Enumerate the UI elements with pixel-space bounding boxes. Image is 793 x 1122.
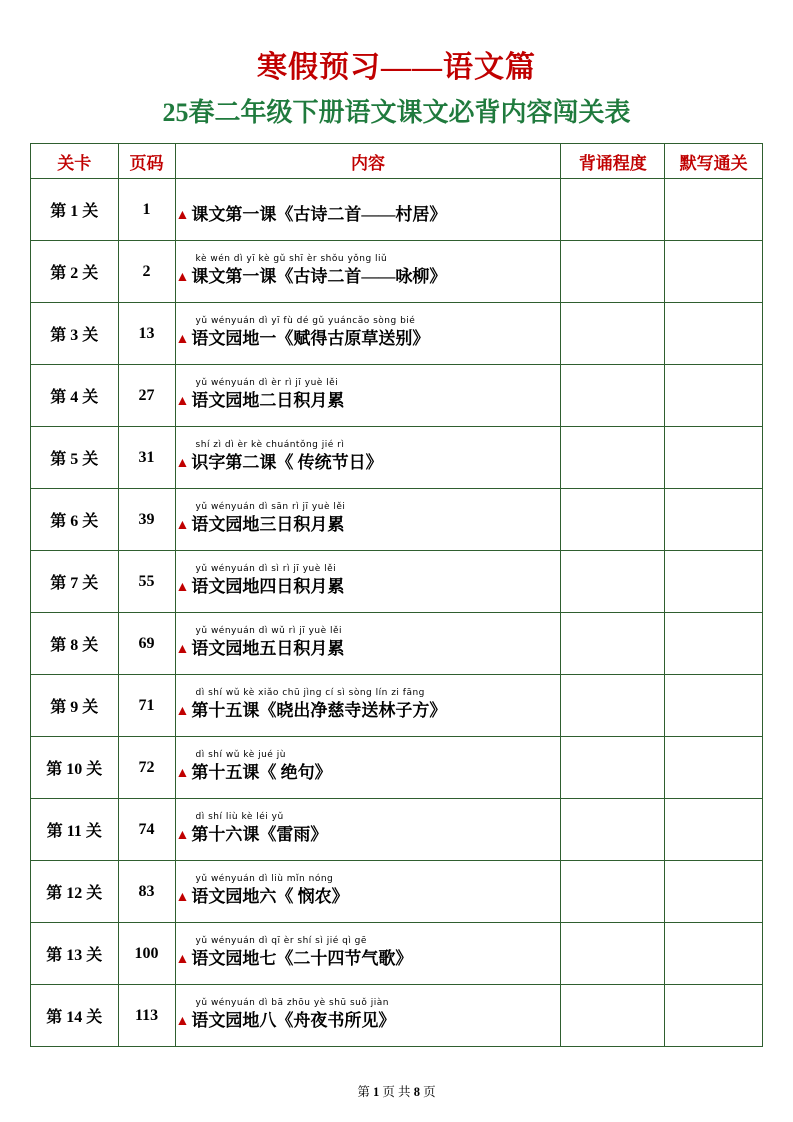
cell-level: 第 2 关 [31,241,119,303]
triangle-bullet-icon: ▲ [175,456,190,471]
cell-recite-degree[interactable] [561,923,665,985]
cell-level: 第 13 关 [31,923,119,985]
cell-level: 第 10 关 [31,737,119,799]
cell-page-number: 1 [118,179,175,241]
triangle-bullet-icon: ▲ [175,642,190,657]
content-text: 语文园地二日积月累 [191,391,345,410]
content-text: 语文园地四日积月累 [191,577,345,596]
cell-content [175,861,561,923]
pinyin-line: yǔ wényuán dì liù mǐn nóng [195,874,334,884]
content-text: 语文园地八《舟夜书所见》 [191,1011,396,1030]
triangle-bullet-icon: ▲ [175,270,190,285]
triangle-bullet-icon: ▲ [175,332,190,347]
footer-prefix: 第 [357,1085,370,1099]
table-row [31,489,763,551]
column-header-dictation: 默写通关 [665,144,763,179]
triangle-bullet-icon: ▲ [175,394,190,409]
cell-level: 第 7 关 [31,551,119,613]
cell-page-number: 39 [118,489,175,551]
cell-recite-degree[interactable] [561,489,665,551]
pinyin-line: yǔ wényuán dì sān rì jī yuè lěi [195,502,346,512]
content-line [176,886,561,910]
content-line [176,576,561,600]
table-row [31,241,763,303]
cell-page-number: 27 [118,365,175,427]
cell-page-number: 31 [118,427,175,489]
cell-content [175,241,561,303]
triangle-bullet-icon: ▲ [175,828,190,843]
cell-page-number: 72 [118,737,175,799]
content-line [176,948,561,972]
cell-page-number: 71 [118,675,175,737]
cell-content [175,737,561,799]
table-row [31,179,763,241]
footer-total-pages: 8 [413,1085,420,1099]
content-text: 课文第一课《古诗二首——村居》 [191,205,447,224]
content-text: 第十五课《晓出净慈寺送林子方》 [191,701,447,720]
content-text: 识字第二课《 传统节日》 [191,453,383,472]
cell-dictation-pass[interactable] [665,613,763,675]
table-row [31,923,763,985]
cell-level: 第 9 关 [31,675,119,737]
cell-dictation-pass[interactable] [665,861,763,923]
cell-recite-degree[interactable] [561,737,665,799]
triangle-bullet-icon: ▲ [175,1014,190,1029]
cell-recite-degree[interactable] [561,985,665,1047]
cell-content [175,303,561,365]
cell-dictation-pass[interactable] [665,923,763,985]
pinyin-line: yǔ wényuán dì wǔ rì jī yuè lěi [195,626,343,636]
triangle-bullet-icon: ▲ [175,580,190,595]
page-title: 寒假预习——语文篇 [257,51,536,84]
table-row [31,737,763,799]
content-text: 第十六课《雷雨》 [191,825,328,844]
cell-level: 第 11 关 [31,799,119,861]
content-line [176,390,561,414]
triangle-bullet-icon: ▲ [175,766,190,781]
pinyin-line: dì shí liù kè léi yǔ [195,812,284,822]
triangle-bullet-icon: ▲ [175,518,190,533]
column-header-degree: 背诵程度 [561,144,665,179]
cell-recite-degree[interactable] [561,179,665,241]
cell-content [175,613,561,675]
table-row [31,427,763,489]
cell-dictation-pass[interactable] [665,489,763,551]
triangle-bullet-icon: ▲ [175,952,190,967]
cell-recite-degree[interactable] [561,427,665,489]
cell-content [175,489,561,551]
cell-content [175,985,561,1047]
cell-content [175,551,561,613]
page-subtitle: 25春二年级下册语文课文必背内容闯关表 [162,98,631,127]
pinyin-line: yǔ wényuán dì bā zhōu yè shū suǒ jiàn [195,998,389,1008]
cell-recite-degree[interactable] [561,675,665,737]
content-text: 语文园地六《 悯农》 [191,887,349,906]
cell-content [175,427,561,489]
page-footer [0,1082,793,1100]
content-line [176,266,561,290]
cell-dictation-pass[interactable] [665,985,763,1047]
cell-level: 第 3 关 [31,303,119,365]
content-line [176,328,561,352]
cell-content [175,365,561,427]
pinyin-line: yǔ wényuán dì sì rì jī yuè lěi [195,564,337,574]
cell-content [175,179,561,241]
checklist-table [30,143,763,1047]
table-row [31,799,763,861]
triangle-bullet-icon: ▲ [175,208,190,223]
content-line [176,762,561,786]
table-row [31,365,763,427]
column-header-content: 内容 [175,144,561,179]
footer-middle: 页 共 [382,1085,411,1099]
cell-content [175,675,561,737]
table-header-row [31,144,763,179]
content-text: 语文园地三日积月累 [191,515,345,534]
content-line [176,204,561,228]
cell-dictation-pass[interactable] [665,303,763,365]
cell-dictation-pass[interactable] [665,241,763,303]
cell-page-number: 74 [118,799,175,861]
cell-page-number: 13 [118,303,175,365]
content-line [176,452,561,476]
content-text: 语文园地七《二十四节气歌》 [191,949,413,968]
cell-level: 第 6 关 [31,489,119,551]
pinyin-line: kè wén dì yī kè gǔ shī èr shǒu yǒng liǔ [195,254,388,264]
content-line [176,638,561,662]
cell-recite-degree[interactable] [561,613,665,675]
pinyin-line: shí zì dì èr kè chuántǒng jié rì [195,440,345,450]
content-line [176,1010,561,1034]
cell-level: 第 4 关 [31,365,119,427]
triangle-bullet-icon: ▲ [175,704,190,719]
cell-recite-degree[interactable] [561,303,665,365]
cell-dictation-pass[interactable] [665,427,763,489]
cell-level: 第 1 关 [31,179,119,241]
content-text: 课文第一课《古诗二首——咏柳》 [191,267,447,286]
cell-level: 第 14 关 [31,985,119,1047]
cell-dictation-pass[interactable] [665,365,763,427]
pinyin-line: yǔ wényuán dì èr rì jī yuè lěi [195,378,339,388]
cell-content [175,799,561,861]
table-row [31,985,763,1047]
table-row [31,551,763,613]
cell-level: 第 8 关 [31,613,119,675]
pinyin-line [176,191,561,204]
pinyin-line: yǔ wényuán dì yī fù dé gǔ yuáncǎo sòng bié [195,316,416,326]
pinyin-line: dì shí wǔ kè xiǎo chū jìng cí sì sòng lín zi fāng [195,688,425,698]
footer-current-page: 1 [373,1085,380,1099]
cell-recite-degree[interactable] [561,551,665,613]
pinyin-line: yǔ wényuán dì qī èr shí sì jié qì gē [195,936,367,946]
content-text: 语文园地一《赋得古原草送别》 [191,329,430,348]
column-header-page: 页码 [118,144,175,179]
cell-page-number: 55 [118,551,175,613]
content-text: 第十五课《 绝句》 [191,763,332,782]
footer-suffix: 页 [423,1085,436,1099]
content-text: 语文园地五日积月累 [191,639,345,658]
cell-recite-degree[interactable] [561,241,665,303]
pinyin-line: dì shí wǔ kè jué jù [195,750,286,760]
cell-recite-degree[interactable] [561,799,665,861]
cell-page-number: 69 [118,613,175,675]
content-line [176,824,561,848]
cell-dictation-pass[interactable] [665,551,763,613]
cell-dictation-pass[interactable] [665,179,763,241]
cell-page-number: 113 [118,985,175,1047]
table-body [31,179,763,1047]
table-row [31,613,763,675]
cell-recite-degree[interactable] [561,365,665,427]
cell-content [175,923,561,985]
triangle-bullet-icon: ▲ [175,890,190,905]
table-row [31,861,763,923]
content-line [176,700,561,724]
column-header-level: 关卡 [31,144,119,179]
content-line [176,514,561,538]
cell-dictation-pass[interactable] [665,799,763,861]
cell-page-number: 83 [118,861,175,923]
cell-dictation-pass[interactable] [665,675,763,737]
cell-dictation-pass[interactable] [665,737,763,799]
cell-page-number: 2 [118,241,175,303]
cell-level: 第 12 关 [31,861,119,923]
table-row [31,303,763,365]
cell-level: 第 5 关 [31,427,119,489]
table-row [31,675,763,737]
cell-page-number: 100 [118,923,175,985]
table-header [31,144,763,179]
cell-recite-degree[interactable] [561,861,665,923]
